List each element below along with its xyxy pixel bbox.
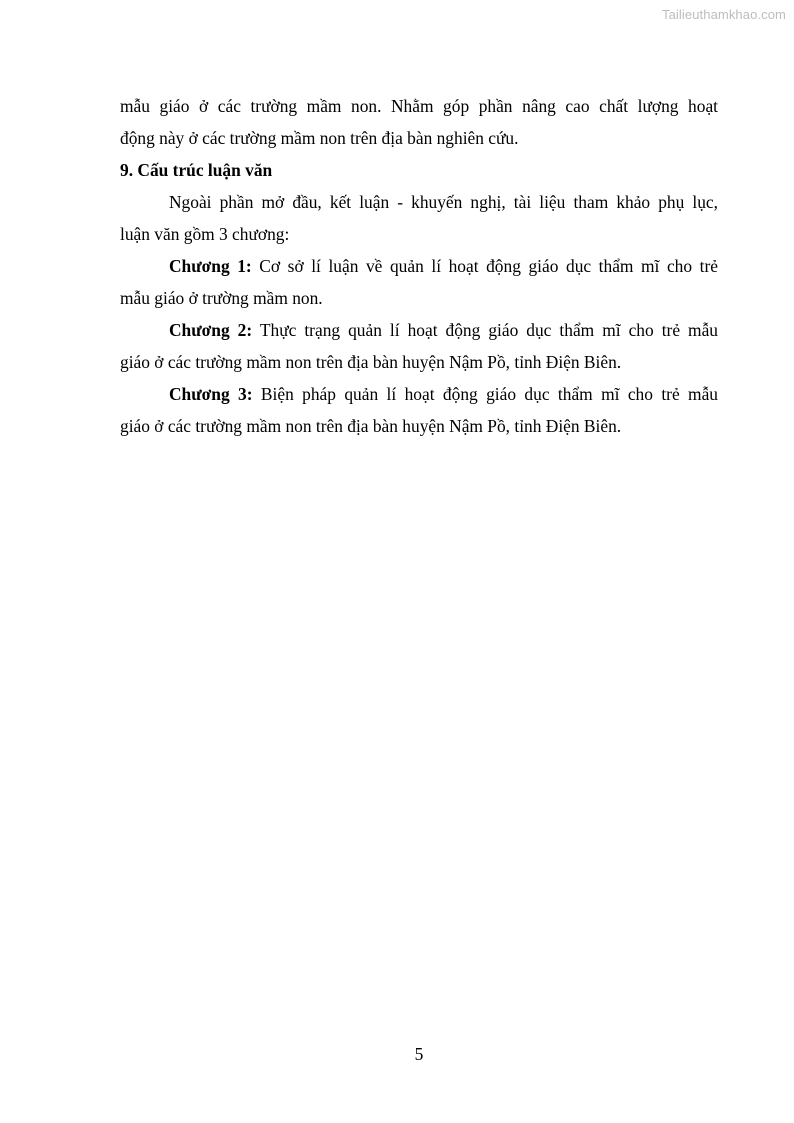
chapter-1-label: Chương 1: bbox=[169, 256, 252, 276]
chapter-3-line-2: giáo ở các trường mầm non trên địa bàn huyện Nậm Pồ, tỉnh Điện Biên. bbox=[120, 416, 622, 436]
chapter-1-line-2: mẫu giáo ở trường mầm non. bbox=[120, 288, 323, 308]
intro-line-2: động này ở các trường mầm non trên địa bàn nghiên cứu. bbox=[120, 128, 519, 148]
chapter-2-line-1 bbox=[120, 314, 718, 346]
chapter-3-label: Chương 3: bbox=[169, 384, 253, 404]
chapter-1-line-1 bbox=[120, 250, 718, 282]
section-heading: 9. Cấu trúc luận văn bbox=[120, 160, 273, 180]
chapter-2-label: Chương 2: bbox=[169, 320, 253, 340]
document-body bbox=[120, 90, 718, 442]
chapter-2-text: Thực trạng quản lí hoạt động giáo dục thẩm mĩ cho trẻ mẫu bbox=[252, 320, 718, 340]
chapter-1-text: Cơ sở lí luận về quản lí hoạt động giáo dục thẩm mĩ cho trẻ bbox=[251, 256, 718, 276]
section-paragraph-line-1: Ngoài phần mở đầu, kết luận - khuyến nghị, tài liệu tham khảo phụ lục, bbox=[169, 192, 718, 212]
chapter-3-line-1 bbox=[120, 378, 718, 410]
watermark: Tailieuthamkhao.com bbox=[661, 7, 786, 22]
page-number: 5 bbox=[414, 1044, 424, 1064]
chapter-2-line-2: giáo ở các trường mầm non trên địa bàn huyện Nậm Pồ, tỉnh Điện Biên. bbox=[120, 352, 622, 372]
intro-line-1: mẫu giáo ở các trường mầm non. Nhằm góp phần nâng cao chất lượng hoạt bbox=[120, 96, 718, 116]
section-paragraph-line-2: luận văn gồm 3 chương: bbox=[120, 224, 290, 244]
chapter-3-text: Biện pháp quản lí hoạt động giáo dục thẩm mĩ cho trẻ mẫu bbox=[252, 384, 719, 404]
